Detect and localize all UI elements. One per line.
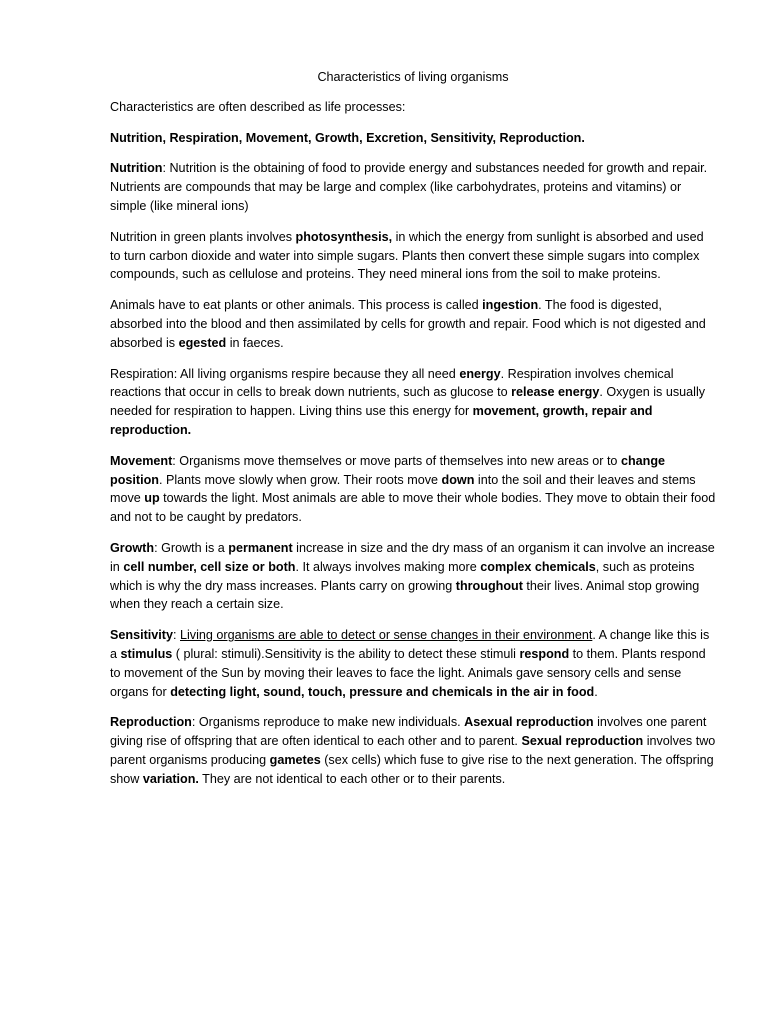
sensitivity-text-4: to them. Plants respond to movement of the Sun by moving their leaves to face the light. Animals gave sensory cells and sense organs for [110,646,706,699]
energy-term: energy [459,366,501,381]
ingestion-term: ingestion [482,298,539,313]
nutrition-text: : Nutrition is the obtaining of food to provide energy and substances needed for growth and repair. Nutrients are compounds that may be large and complex (like carbohydrates, proteins and vitamins) or simple (like mineral ions) [110,161,708,213]
plants-nutrition-paragraph [110,228,716,284]
sexual-reproduction-term: Sexual reproduction [521,734,644,749]
respiration-paragraph [110,365,716,440]
movement-heading: Movement [110,453,173,468]
processes-list-text: Nutrition, Respiration, Movement, Growth, Excretion, Sensitivity, Reproduction. [110,130,585,145]
sensitivity-heading: Sensitivity [110,628,173,643]
respiration-text-3: . Oxygen is usually needed for respiration to happen. Living thins use this energy for [110,385,706,419]
photosynthesis-term: photosynthesis, [295,229,393,244]
animals-text-2: . The food is digested, absorbed into the blood and then assimilated by cells for growth and repair. Food which is not digested and absorbed is [110,298,706,350]
detecting-term: detecting light, sound, touch, pressure and chemicals in the air in food [170,684,595,699]
reproduction-text-1: : Organisms reproduce to make new individuals. [191,715,465,730]
document-page [110,68,716,801]
sensitivity-definition: Living organisms are able to detect or sense changes in their environment [180,628,593,643]
gametes-term: gametes [269,752,321,767]
plants-text-2: in which the energy from sunlight is absorbed and used to turn carbon dioxide and water into simple sugars. Plants then convert these simple sugars into complex compounds, such as cellulose and proteins. They need mineral ions from the soil to make proteins. [110,229,704,282]
movement-text-4: towards the light. Most animals are able to move their whole bodies. They move to obtain their food and not to be caught by predators. [110,491,716,525]
growth-text-4: , such as proteins which is why the dry mass increases. Plants carry on growing [110,559,695,593]
respiration-text-1: Respiration: All living organisms respire because they all need [110,366,460,381]
nutrition-paragraph [110,159,716,215]
animals-text-1: Animals have to eat plants or other animals. This process is called [110,298,483,313]
reproduction-text-2: involves one parent giving rise of offspring that are often identical to each other and to parent. [110,715,707,749]
stimulus-term: stimulus [120,646,173,661]
nutrition-heading: Nutrition [110,161,163,176]
reproduction-text-3: involves two parent organisms producing [110,734,716,767]
sensitivity-text-3: ( plural: stimuli).Sensitivity is the ability to detect these stimuli [172,646,520,661]
growth-text-2: increase in size and the dry mass of an organism it can involve an increase in [110,540,715,574]
animals-text-3: in faeces. [226,335,284,350]
growth-text-1: : Growth is a [154,540,229,555]
growth-text-3: . It always involves making more [295,559,481,574]
sensitivity-text-5: . [594,684,598,699]
change-position-term: change position [110,453,666,487]
egested-term: egested [178,335,227,350]
permanent-term: permanent [228,540,293,555]
sensitivity-text-1: : [173,628,180,643]
reproduction-text-5: They are not identical to each other or to their parents. [198,771,506,786]
reproduction-text-4: (sex cells) which fuse to give rise to the next generation. The offspring show [110,752,714,786]
plants-text-1: Nutrition in green plants involves [110,229,296,244]
complex-chemicals-term: complex chemicals [480,559,596,574]
down-term: down [441,472,475,487]
movement-text-2: . Plants move slowly when grow. Their roots move [158,472,442,487]
growth-heading: Growth [110,540,155,555]
throughout-term: throughout [455,578,523,593]
movement-paragraph [110,452,716,527]
movement-text-3: into the soil and their leaves and stems move [110,472,696,506]
respiration-text-2: . Respiration involves chemical reactions that occur in cells to break down nutrients, such as glucose to [110,366,674,400]
up-term: up [144,491,160,506]
animals-nutrition-paragraph [110,296,716,352]
document-title: Characteristics of living organisms [317,70,509,84]
release-energy-term: release energy [511,385,600,400]
intro-paragraph: Characteristics are often described as life processes: [110,99,406,114]
growth-text-5: their lives. Animal stop growing when they reach a certain size. [110,578,700,612]
sensitivity-text-2: . A change like this is a [110,628,710,661]
movement-text-1: : Organisms move themselves or move parts of themselves into new areas or to [172,453,621,468]
energy-uses-term: movement, growth, repair and reproduction. [110,404,653,437]
sensitivity-paragraph [110,626,716,701]
reproduction-paragraph [110,713,716,788]
cell-growth-term: cell number, cell size or both [123,559,296,574]
reproduction-heading: Reproduction [110,715,192,730]
growth-paragraph [110,539,716,614]
asexual-reproduction-term: Asexual reproduction [464,715,594,730]
respond-term: respond [519,646,570,661]
processes-list [110,129,716,148]
variation-term: variation. [142,771,199,786]
